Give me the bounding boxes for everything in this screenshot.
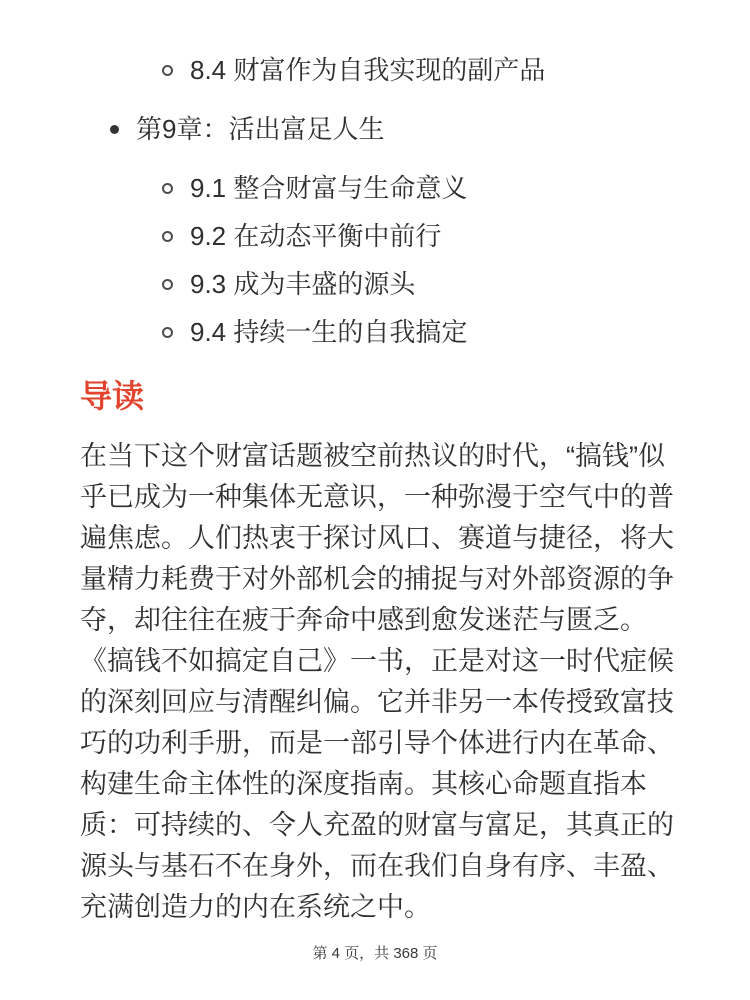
list-bullet-hollow-icon [162, 65, 173, 76]
toc-item [0, 271, 750, 298]
page-number: 第 4 页，共 368 页 [312, 945, 438, 962]
list-bullet-hollow-icon [162, 327, 173, 338]
toc-list [0, 0, 750, 346]
list-bullet-hollow-icon [162, 231, 173, 242]
list-bullet-hollow-icon [162, 279, 173, 290]
list-bullet-filled-icon [110, 125, 119, 134]
toc-item [0, 116, 750, 143]
toc-item [0, 319, 750, 346]
toc-item-label: 9.1 整合财富与生命意义 [190, 173, 468, 203]
toc-item-label: 第9章：活出富足人生 [136, 114, 385, 144]
toc-item-label: 9.2 在动态平衡中前行 [190, 221, 442, 251]
toc-item-label: 9.3 成为丰盛的源头 [190, 269, 416, 299]
toc-item [0, 175, 750, 202]
section-heading: 导读 [80, 378, 145, 414]
toc-item [0, 57, 750, 84]
toc-item [0, 223, 750, 250]
toc-item-label: 8.4 财富作为自我实现的副产品 [190, 55, 546, 85]
toc-item-label: 9.4 持续一生的自我搞定 [190, 317, 468, 347]
intro-paragraph: 在当下这个财富话题被空前热议的时代，“搞钱”似乎已成为一种集体无意识，一种弥漫于空气中的普遍焦虑。人们热衷于探讨风口、赛道与捷径，将大量精力耗费于对外部机会的捕捉与对外部资源的争夺，却往往在疲于奔命中感到愈发迷茫与匮乏。《搞钱不如搞定自己》一书，正是对这一时代症候的深刻回应与清醒纠偏。它并非另一本传授致富技巧的功利手册，而是一部引导个体进行内在革命、构建生命主体性的深度指南。其核心命题直指本质：可持续的、令人充盈的财富与富足，其真正的源头与基石不在身外，而在我们自身有序、丰盈、充满创造力的内在系统之中。 [80, 441, 674, 922]
list-bullet-hollow-icon [162, 183, 173, 194]
